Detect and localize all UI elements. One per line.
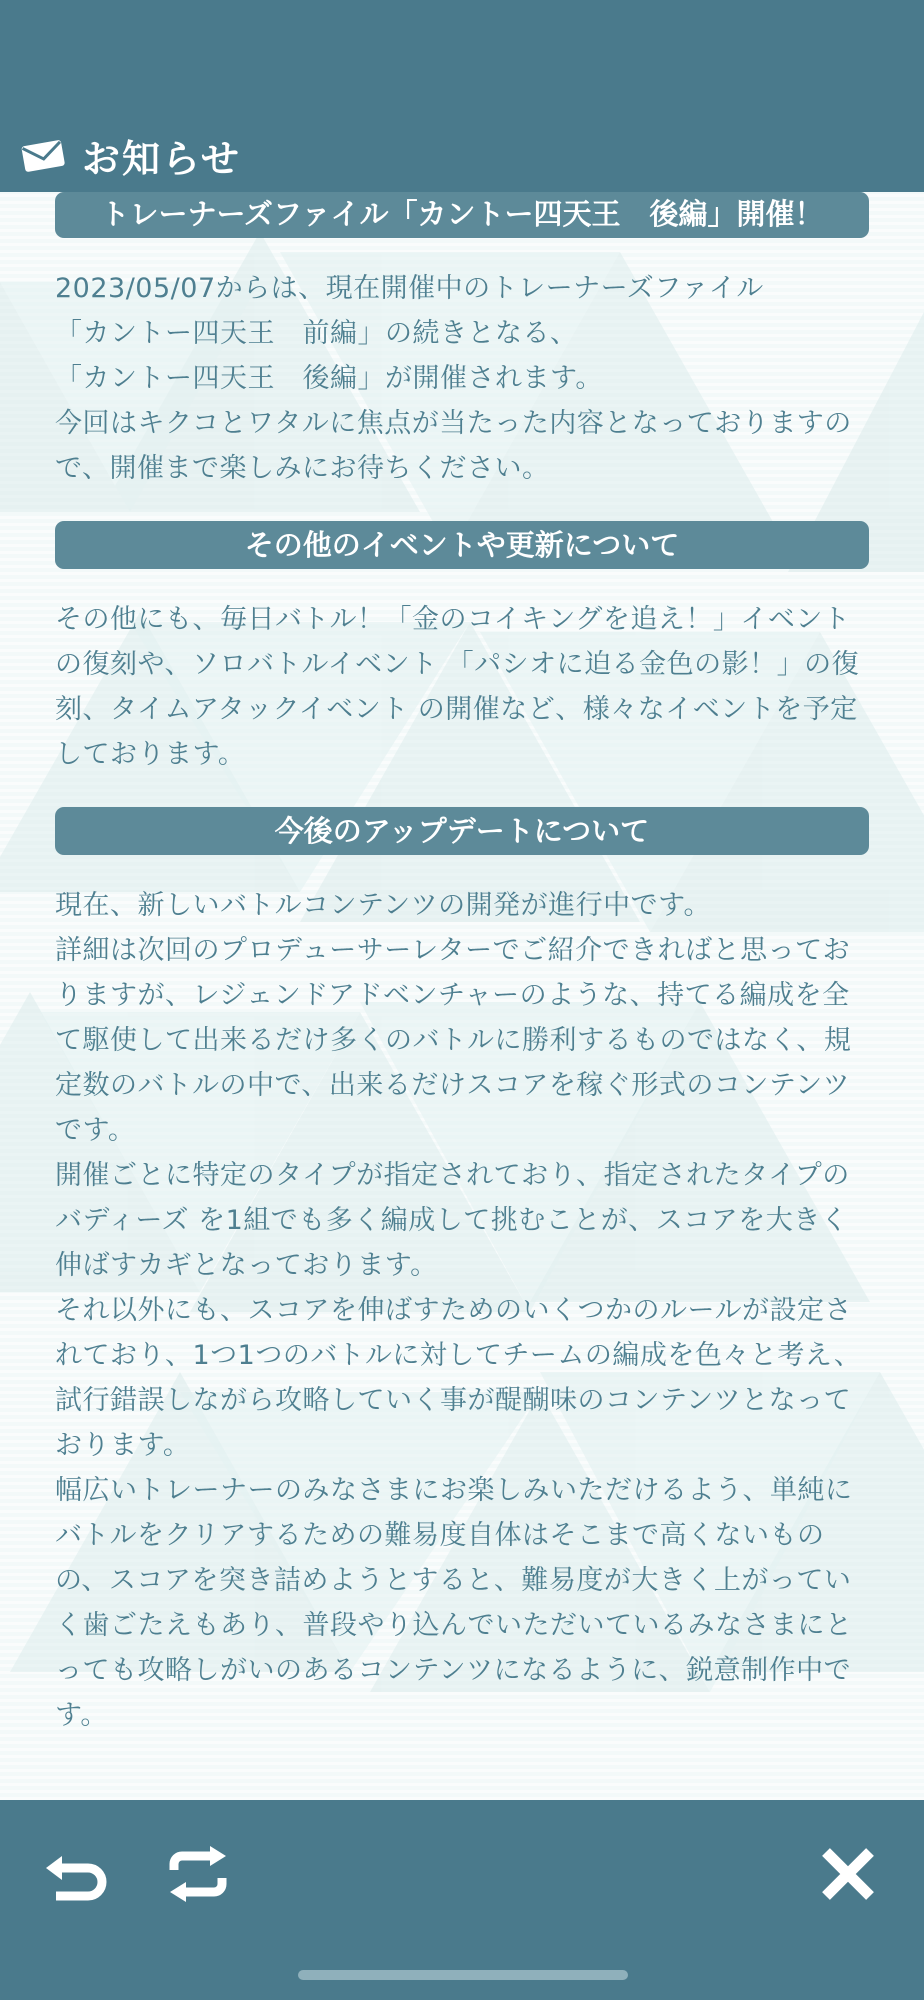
page-title: お知らせ [82,136,241,181]
home-indicator [298,1970,628,1980]
back-button[interactable] [36,1834,116,1914]
refresh-icon [164,1844,232,1904]
mail-icon [20,137,66,173]
section-title-future-updates: 今後のアップデートについて [55,807,869,855]
close-button[interactable] [808,1834,888,1914]
back-arrow-icon [40,1844,112,1904]
refresh-button[interactable] [158,1834,238,1914]
section-body-future-updates: 現在、新しいバトルコンテンツの開発が進行中です。 詳細は次回のプロデューサーレターでご紹介できればと思っておりますが、レジェンドアドベンチャーのような、持てる編成を全て駆使して出来るだけ多くのバトルに勝利するものではなく、規定数のバトルの中で、出来るだけスコアを稼ぐ形式のコンテンツです。 開催ごとに特定のタイプが指定されており、指定されたタイプのバディーズ を1組でも多く編成して挑むことが、スコアを大きく伸ばすカギとなっております。 それ以外にも、スコアを伸ばすためのいくつかのルールが設定されており、1つ1つのバトルに対してチームの編成を色々と考え、試行錯誤しながら攻略していく事が醍醐味のコンテンツとなっております。 幅広いトレーナーのみなさまにお楽しみいただけるよう、単純にバトルをクリアするための難易度自体はそこまで高くないものの、スコアを突き詰めようとすると、難易度が大きく上がっていく歯ごたえもあり、普段やり込んでいただいているみなさまにとっても攻略しがいのあるコンテンツになるように、鋭意制作中です。 [55,890,862,1731]
close-icon [820,1846,876,1902]
notice-inner [0,192,924,1738]
section-body-trainers-file: 2023/05/07からは、現在開催中のトレーナーズファイル 「カントー四天王 前編」の続きとなる、 「カントー四天王 後編」が開催されます。 今回はキクコとワタルに焦点が当たった内容となっておりますので、開催まで楽しみにお待ちください。 [55,273,852,484]
section-title-trainers-file: トレーナーズファイル「カントー四天王 後編」開催！ [55,192,869,238]
header-bar [0,0,924,192]
notice-content[interactable] [0,192,924,1800]
section-title-other-events: その他のイベントや更新について [55,521,869,569]
header-title-row [20,124,241,186]
section-body-other-events: その他にも、毎日バトル！「金のコイキングを追え！」イベントの復刻や、ソロバトルイベント 「パシオに迫る金色の影！」の復刻、タイムアタックイベント の開催など、様々なイベントを予定しております。 [55,604,860,770]
